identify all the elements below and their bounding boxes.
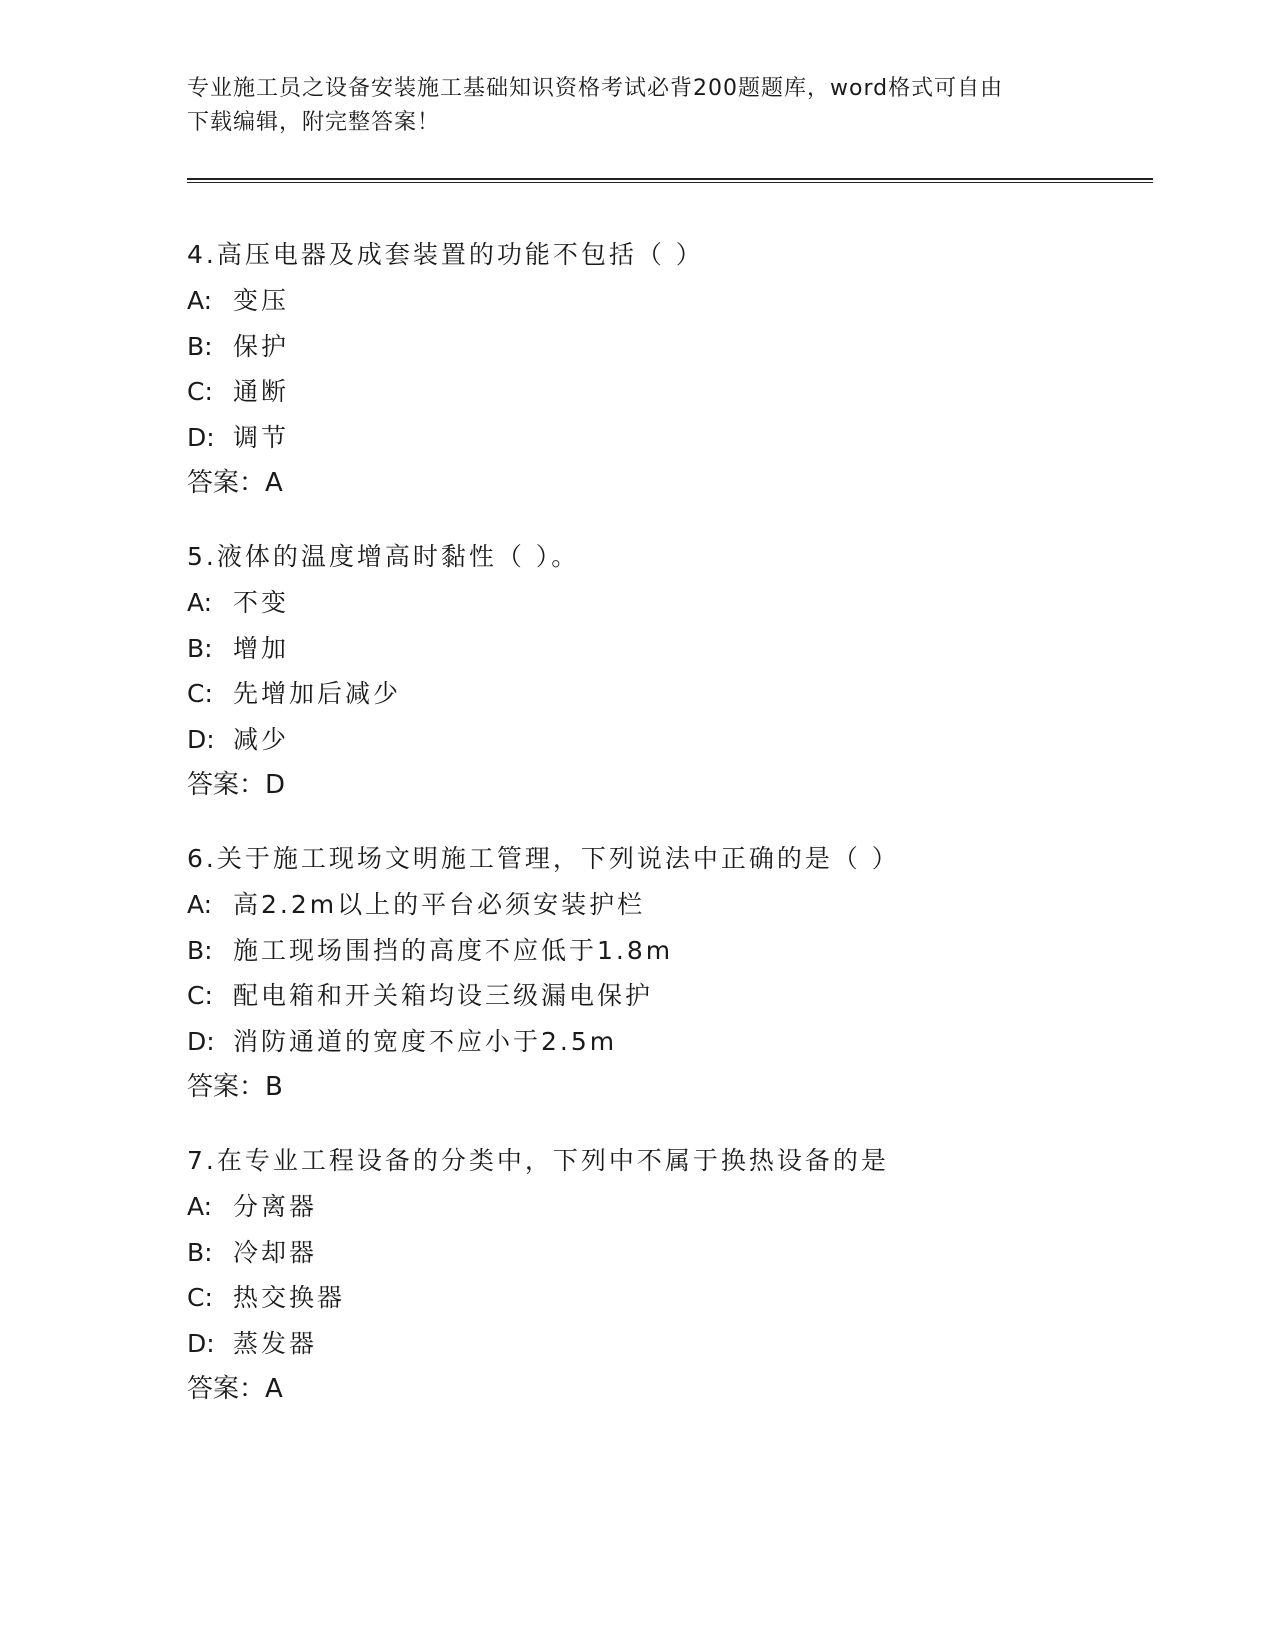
question-stem: 5.液体的温度增高时黏性（ ）。	[187, 542, 580, 571]
option-c	[187, 973, 1167, 1019]
option-text: 保护	[233, 331, 290, 361]
question-stem: 6.关于施工现场文明施工管理，下列说法中正确的是（ ）	[187, 844, 900, 873]
option-c	[187, 671, 1167, 717]
option-b	[187, 626, 1167, 672]
option-text: 减少	[233, 724, 290, 754]
answer-line: 答案：B	[187, 1072, 283, 1102]
header-divider	[187, 178, 1153, 183]
option-d	[187, 1019, 1167, 1065]
option-letter: C:	[187, 981, 213, 1010]
option-d	[187, 717, 1167, 763]
answer-line: 答案：A	[187, 468, 283, 498]
option-text: 冷却器	[233, 1237, 318, 1267]
option-letter: D:	[187, 422, 215, 452]
option-a	[187, 278, 1167, 324]
option-a	[187, 882, 1167, 928]
option-letter: C:	[187, 1283, 213, 1312]
option-letter: A:	[187, 890, 213, 919]
option-text: 消防通道的宽度不应小于2.5m	[233, 1026, 618, 1056]
option-d	[187, 415, 1167, 461]
option-text: 热交换器	[233, 1283, 346, 1312]
question-6	[187, 836, 1167, 1110]
option-a	[187, 580, 1167, 626]
option-c	[187, 1275, 1167, 1321]
option-c	[187, 369, 1167, 415]
header-line-2: 下载编辑，附完整答案！	[187, 110, 441, 135]
question-stem: 4.高压电器及成套装置的功能不包括（ ）	[187, 240, 704, 269]
question-7	[187, 1138, 1167, 1412]
option-text: 高2.2m以上的平台必须安装护栏	[233, 890, 646, 919]
option-a	[187, 1184, 1167, 1230]
option-text: 增加	[233, 633, 290, 663]
option-text: 分离器	[233, 1192, 318, 1221]
document-header	[187, 72, 1067, 140]
option-b	[187, 1230, 1167, 1276]
question-list	[187, 232, 1167, 1440]
answer-line: 答案：A	[187, 1374, 283, 1404]
option-letter: B:	[187, 1237, 213, 1267]
option-letter: C:	[187, 679, 213, 708]
option-letter: A:	[187, 286, 213, 315]
option-b	[187, 928, 1167, 974]
option-text: 通断	[233, 377, 290, 406]
option-letter: D:	[187, 1026, 215, 1056]
option-text: 调节	[233, 422, 290, 452]
option-letter: B:	[187, 935, 213, 965]
option-text: 施工现场围挡的高度不应低于1.8m	[233, 935, 674, 965]
question-5	[187, 534, 1167, 808]
option-text: 不变	[233, 588, 290, 617]
option-letter: A:	[187, 588, 213, 617]
question-4	[187, 232, 1167, 506]
answer-line: 答案：D	[187, 770, 286, 800]
header-line-1: 专业施工员之设备安装施工基础知识资格考试必背200题题库，word格式可自由	[187, 76, 1004, 101]
question-stem: 7.在专业工程设备的分类中，下列中不属于换热设备的是	[187, 1146, 889, 1175]
option-letter: B:	[187, 633, 213, 663]
option-letter: A:	[187, 1192, 213, 1221]
option-letter: D:	[187, 1328, 215, 1358]
option-text: 蒸发器	[233, 1328, 318, 1358]
option-text: 变压	[233, 286, 290, 315]
option-letter: C:	[187, 377, 213, 406]
option-text: 配电箱和开关箱均设三级漏电保护	[233, 981, 654, 1010]
option-letter: D:	[187, 724, 215, 754]
option-d	[187, 1321, 1167, 1367]
option-letter: B:	[187, 331, 213, 361]
option-text: 先增加后减少	[233, 679, 402, 708]
option-b	[187, 324, 1167, 370]
